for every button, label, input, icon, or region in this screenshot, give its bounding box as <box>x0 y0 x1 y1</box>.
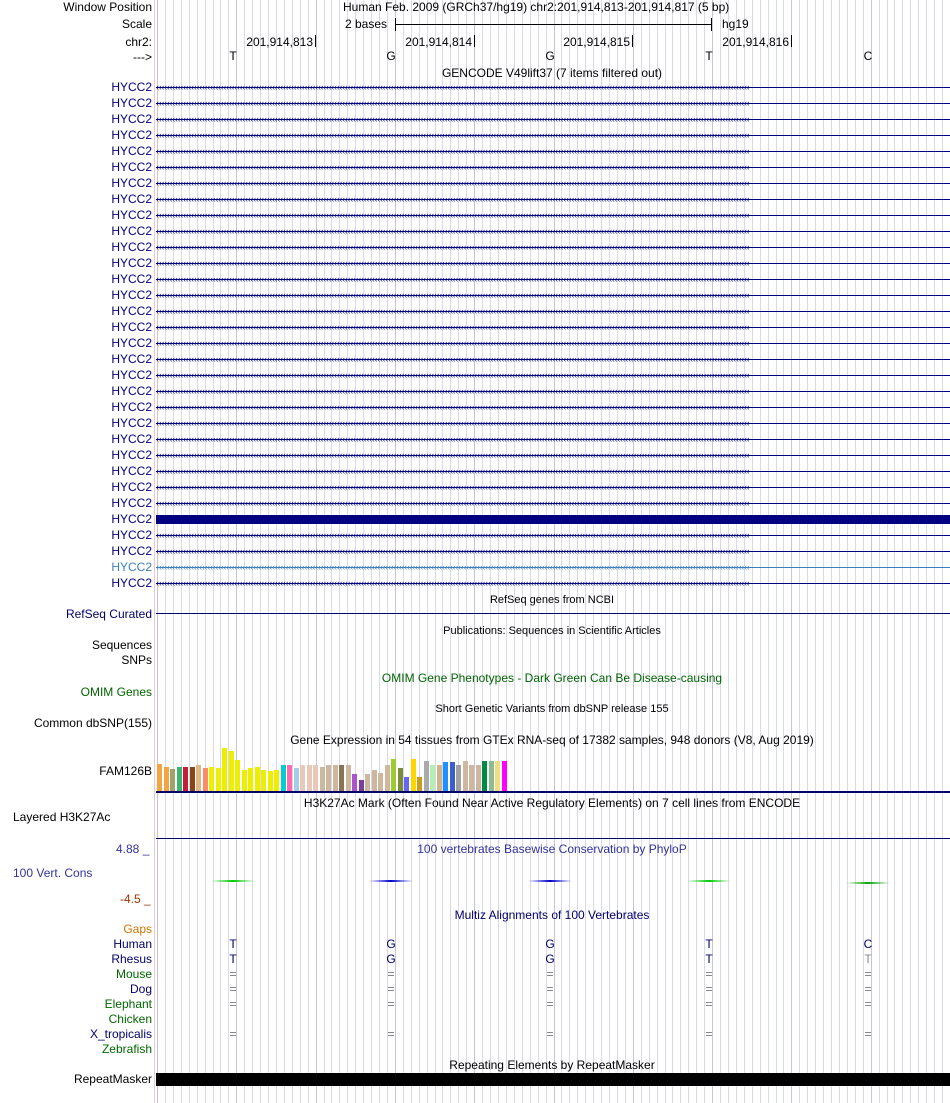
scale-db: hg19 <box>722 17 749 31</box>
gencode-gene-label[interactable]: HYCC2 <box>111 384 152 398</box>
gtex-tissue-bar[interactable] <box>391 759 396 791</box>
gencode-gene-label[interactable]: HYCC2 <box>111 240 152 254</box>
gtex-tissue-bar[interactable] <box>307 765 312 791</box>
gtex-tissue-bar[interactable] <box>430 765 435 791</box>
gencode-transcript[interactable] <box>156 211 950 220</box>
alignment-base: = <box>705 997 713 1011</box>
h3k27ac-title: H3K27Ac Mark (Often Found Near Active Regulatory Elements) on 7 cell lines from ENCODE <box>303 796 801 810</box>
gtex-tissue-bar[interactable] <box>352 774 357 791</box>
gtex-tissue-bar[interactable] <box>346 765 351 791</box>
publications-title: Publications: Sequences in Scientific Articles <box>443 625 661 637</box>
gtex-tissue-bar[interactable] <box>196 765 201 791</box>
chrom-label: chr2: <box>125 35 152 49</box>
alignment-base: G <box>545 937 555 951</box>
gencode-gene-label[interactable]: HYCC2 <box>111 80 152 94</box>
gencode-gene-label[interactable]: HYCC2 <box>111 432 152 446</box>
strand-arrows-icon: ‹‹‹‹‹‹‹‹‹‹‹‹‹‹‹‹‹‹‹‹‹‹‹‹‹‹‹‹‹‹‹‹‹‹‹‹‹‹‹‹‹‹‹‹‹‹‹‹‹‹‹‹‹‹‹‹‹‹‹‹‹‹‹‹‹‹‹‹‹‹‹‹‹‹‹‹‹‹‹‹‹‹‹‹‹‹‹‹‹‹‹‹‹‹‹‹‹‹‹‹‹‹‹‹‹‹‹‹‹‹‹‹‹‹‹‹‹‹‹‹‹‹‹‹‹‹‹‹‹‹‹‹‹‹‹‹‹‹‹‹‹‹‹‹‹‹‹‹‹‹‹‹‹‹‹‹‹‹‹‹‹‹‹‹‹‹‹‹‹‹‹‹‹‹‹‹‹‹‹‹‹‹‹‹‹‹‹‹‹‹‹‹‹‹‹‹‹‹‹‹‹‹‹‹‹‹‹‹‹‹‹‹‹‹‹‹‹‹‹‹ <box>156 531 750 540</box>
gencode-gene-label[interactable]: HYCC2 <box>111 144 152 158</box>
gtex-tissue-bar[interactable] <box>157 764 162 791</box>
alignment-base: = <box>546 997 554 1011</box>
gencode-gene-label[interactable]: HYCC2 <box>111 128 152 142</box>
coordinate-label: 201,914,816 <box>722 35 789 49</box>
gencode-transcript[interactable] <box>156 387 950 396</box>
gencode-gene-label[interactable]: HYCC2 <box>111 336 152 350</box>
gtex-tissue-bar[interactable] <box>261 770 266 791</box>
label-divider <box>154 0 155 1103</box>
strand-arrows-icon: ‹‹‹‹‹‹‹‹‹‹‹‹‹‹‹‹‹‹‹‹‹‹‹‹‹‹‹‹‹‹‹‹‹‹‹‹‹‹‹‹‹‹‹‹‹‹‹‹‹‹‹‹‹‹‹‹‹‹‹‹‹‹‹‹‹‹‹‹‹‹‹‹‹‹‹‹‹‹‹‹‹‹‹‹‹‹‹‹‹‹‹‹‹‹‹‹‹‹‹‹‹‹‹‹‹‹‹‹‹‹‹‹‹‹‹‹‹‹‹‹‹‹‹‹‹‹‹‹‹‹‹‹‹‹‹‹‹‹‹‹‹‹‹‹‹‹‹‹‹‹‹‹‹‹‹‹‹‹‹‹‹‹‹‹‹‹‹‹‹‹‹‹‹‹‹‹‹‹‹‹‹‹‹‹‹‹‹‹‹‹‹‹‹‹‹‹‹‹‹‹‹‹‹‹‹‹‹‹‹‹‹‹‹‹‹‹‹‹‹‹ <box>156 195 750 204</box>
species-label[interactable]: Elephant <box>104 997 152 1011</box>
gtex-baseline <box>156 791 950 793</box>
gencode-gene-label[interactable]: HYCC2 <box>111 544 152 558</box>
scale-text: 2 bases <box>345 17 388 31</box>
conservation-score-mark <box>211 880 255 882</box>
species-label[interactable]: Chicken <box>108 1012 152 1026</box>
gtex-tissue-bar[interactable] <box>456 765 461 791</box>
alignment-base: = <box>229 997 237 1011</box>
strand-arrows-icon: ‹‹‹‹‹‹‹‹‹‹‹‹‹‹‹‹‹‹‹‹‹‹‹‹‹‹‹‹‹‹‹‹‹‹‹‹‹‹‹‹‹‹‹‹‹‹‹‹‹‹‹‹‹‹‹‹‹‹‹‹‹‹‹‹‹‹‹‹‹‹‹‹‹‹‹‹‹‹‹‹‹‹‹‹‹‹‹‹‹‹‹‹‹‹‹‹‹‹‹‹‹‹‹‹‹‹‹‹‹‹‹‹‹‹‹‹‹‹‹‹‹‹‹‹‹‹‹‹‹‹‹‹‹‹‹‹‹‹‹‹‹‹‹‹‹‹‹‹‹‹‹‹‹‹‹‹‹‹‹‹‹‹‹‹‹‹‹‹‹‹‹‹‹‹‹‹‹‹‹‹‹‹‹‹‹‹‹‹‹‹‹‹‹‹‹‹‹‹‹‹‹‹‹‹‹‹‹‹‹‹‹‹‹‹‹‹‹‹‹‹ <box>156 259 750 268</box>
gencode-transcript[interactable] <box>156 435 950 444</box>
gtex-tissue-bar[interactable] <box>274 770 279 791</box>
gtex-tissue-bar[interactable] <box>281 765 286 791</box>
alignment-base: = <box>229 1027 237 1041</box>
species-label[interactable]: X_tropicalis <box>89 1027 152 1041</box>
gencode-transcript[interactable] <box>156 243 950 252</box>
gtex-tissue-bar[interactable] <box>313 765 318 791</box>
window-position-text: Human Feb. 2009 (GRCh37/hg19) chr2:201,914,813-201,914,817 (5 bp) <box>343 0 730 14</box>
gtex-tissue-bar[interactable] <box>164 767 169 791</box>
alignment-base: = <box>864 1027 872 1041</box>
publications-label-sequences[interactable]: Sequences <box>91 638 152 652</box>
gtex-tissue-bar[interactable] <box>339 765 344 791</box>
gtex-tissue-bar[interactable] <box>443 762 448 791</box>
dbsnp-label[interactable]: Common dbSNP(155) <box>33 716 152 730</box>
strand-arrows-icon: ‹‹‹‹‹‹‹‹‹‹‹‹‹‹‹‹‹‹‹‹‹‹‹‹‹‹‹‹‹‹‹‹‹‹‹‹‹‹‹‹‹‹‹‹‹‹‹‹‹‹‹‹‹‹‹‹‹‹‹‹‹‹‹‹‹‹‹‹‹‹‹‹‹‹‹‹‹‹‹‹‹‹‹‹‹‹‹‹‹‹‹‹‹‹‹‹‹‹‹‹‹‹‹‹‹‹‹‹‹‹‹‹‹‹‹‹‹‹‹‹‹‹‹‹‹‹‹‹‹‹‹‹‹‹‹‹‹‹‹‹‹‹‹‹‹‹‹‹‹‹‹‹‹‹‹‹‹‹‹‹‹‹‹‹‹‹‹‹‹‹‹‹‹‹‹‹‹‹‹‹‹‹‹‹‹‹‹‹‹‹‹‹‹‹‹‹‹‹‹‹‹‹‹‹‹‹‹‹‹‹‹‹‹‹‹‹‹‹‹‹ <box>156 291 750 300</box>
strand-arrows-icon: ‹‹‹‹‹‹‹‹‹‹‹‹‹‹‹‹‹‹‹‹‹‹‹‹‹‹‹‹‹‹‹‹‹‹‹‹‹‹‹‹‹‹‹‹‹‹‹‹‹‹‹‹‹‹‹‹‹‹‹‹‹‹‹‹‹‹‹‹‹‹‹‹‹‹‹‹‹‹‹‹‹‹‹‹‹‹‹‹‹‹‹‹‹‹‹‹‹‹‹‹‹‹‹‹‹‹‹‹‹‹‹‹‹‹‹‹‹‹‹‹‹‹‹‹‹‹‹‹‹‹‹‹‹‹‹‹‹‹‹‹‹‹‹‹‹‹‹‹‹‹‹‹‹‹‹‹‹‹‹‹‹‹‹‹‹‹‹‹‹‹‹‹‹‹‹‹‹‹‹‹‹‹‹‹‹‹‹‹‹‹‹‹‹‹‹‹‹‹‹‹‹‹‹‹‹‹‹‹‹‹‹‹‹‹‹‹‹‹‹‹ <box>156 499 750 508</box>
gtex-tissue-bar[interactable] <box>183 767 188 791</box>
gtex-tissue-bar[interactable] <box>287 765 292 791</box>
gtex-tissue-bar[interactable] <box>482 761 487 791</box>
gencode-transcript[interactable] <box>156 563 950 572</box>
strand-arrows-icon: ‹‹‹‹‹‹‹‹‹‹‹‹‹‹‹‹‹‹‹‹‹‹‹‹‹‹‹‹‹‹‹‹‹‹‹‹‹‹‹‹‹‹‹‹‹‹‹‹‹‹‹‹‹‹‹‹‹‹‹‹‹‹‹‹‹‹‹‹‹‹‹‹‹‹‹‹‹‹‹‹‹‹‹‹‹‹‹‹‹‹‹‹‹‹‹‹‹‹‹‹‹‹‹‹‹‹‹‹‹‹‹‹‹‹‹‹‹‹‹‹‹‹‹‹‹‹‹‹‹‹‹‹‹‹‹‹‹‹‹‹‹‹‹‹‹‹‹‹‹‹‹‹‹‹‹‹‹‹‹‹‹‹‹‹‹‹‹‹‹‹‹‹‹‹‹‹‹‹‹‹‹‹‹‹‹‹‹‹‹‹‹‹‹‹‹‹‹‹‹‹‹‹‹‹‹‹‹‹‹‹‹‹‹‹‹‹‹‹‹‹ <box>156 371 750 380</box>
dbsnp-title: Short Genetic Variants from dbSNP release 155 <box>435 703 669 715</box>
gtex-tissue-bar[interactable] <box>326 765 331 791</box>
gencode-transcript[interactable] <box>156 227 950 236</box>
alignment-base: = <box>864 982 872 996</box>
alignment-base: T <box>864 952 872 966</box>
strand-arrows-icon: ‹‹‹‹‹‹‹‹‹‹‹‹‹‹‹‹‹‹‹‹‹‹‹‹‹‹‹‹‹‹‹‹‹‹‹‹‹‹‹‹‹‹‹‹‹‹‹‹‹‹‹‹‹‹‹‹‹‹‹‹‹‹‹‹‹‹‹‹‹‹‹‹‹‹‹‹‹‹‹‹‹‹‹‹‹‹‹‹‹‹‹‹‹‹‹‹‹‹‹‹‹‹‹‹‹‹‹‹‹‹‹‹‹‹‹‹‹‹‹‹‹‹‹‹‹‹‹‹‹‹‹‹‹‹‹‹‹‹‹‹‹‹‹‹‹‹‹‹‹‹‹‹‹‹‹‹‹‹‹‹‹‹‹‹‹‹‹‹‹‹‹‹‹‹‹‹‹‹‹‹‹‹‹‹‹‹‹‹‹‹‹‹‹‹‹‹‹‹‹‹‹‹‹‹‹‹‹‹‹‹‹‹‹‹‹‹‹‹‹‹ <box>156 403 750 412</box>
gencode-transcript[interactable] <box>156 323 950 332</box>
gencode-transcript[interactable] <box>156 163 950 172</box>
alignment-base: T <box>229 952 237 966</box>
alignment-base: = <box>546 1027 554 1041</box>
gencode-gene-label[interactable]: HYCC2 <box>111 96 152 110</box>
conservation-score-mark <box>369 880 413 882</box>
gencode-gene-label[interactable]: HYCC2 <box>111 464 152 478</box>
coordinate-tick <box>474 35 475 47</box>
strand-arrows-icon: ‹‹‹‹‹‹‹‹‹‹‹‹‹‹‹‹‹‹‹‹‹‹‹‹‹‹‹‹‹‹‹‹‹‹‹‹‹‹‹‹‹‹‹‹‹‹‹‹‹‹‹‹‹‹‹‹‹‹‹‹‹‹‹‹‹‹‹‹‹‹‹‹‹‹‹‹‹‹‹‹‹‹‹‹‹‹‹‹‹‹‹‹‹‹‹‹‹‹‹‹‹‹‹‹‹‹‹‹‹‹‹‹‹‹‹‹‹‹‹‹‹‹‹‹‹‹‹‹‹‹‹‹‹‹‹‹‹‹‹‹‹‹‹‹‹‹‹‹‹‹‹‹‹‹‹‹‹‹‹‹‹‹‹‹‹‹‹‹‹‹‹‹‹‹‹‹‹‹‹‹‹‹‹‹‹‹‹‹‹‹‹‹‹‹‹‹‹‹‹‹‹‹‹‹‹‹‹‹‹‹‹‹‹‹‹‹‹‹‹‹ <box>156 419 750 428</box>
gencode-transcript[interactable] <box>156 147 950 156</box>
strand-arrows-icon: ‹‹‹‹‹‹‹‹‹‹‹‹‹‹‹‹‹‹‹‹‹‹‹‹‹‹‹‹‹‹‹‹‹‹‹‹‹‹‹‹‹‹‹‹‹‹‹‹‹‹‹‹‹‹‹‹‹‹‹‹‹‹‹‹‹‹‹‹‹‹‹‹‹‹‹‹‹‹‹‹‹‹‹‹‹‹‹‹‹‹‹‹‹‹‹‹‹‹‹‹‹‹‹‹‹‹‹‹‹‹‹‹‹‹‹‹‹‹‹‹‹‹‹‹‹‹‹‹‹‹‹‹‹‹‹‹‹‹‹‹‹‹‹‹‹‹‹‹‹‹‹‹‹‹‹‹‹‹‹‹‹‹‹‹‹‹‹‹‹‹‹‹‹‹‹‹‹‹‹‹‹‹‹‹‹‹‹‹‹‹‹‹‹‹‹‹‹‹‹‹‹‹‹‹‹‹‹‹‹‹‹‹‹‹‹‹‹‹‹‹ <box>156 275 750 284</box>
strand-arrows-icon: ‹‹‹‹‹‹‹‹‹‹‹‹‹‹‹‹‹‹‹‹‹‹‹‹‹‹‹‹‹‹‹‹‹‹‹‹‹‹‹‹‹‹‹‹‹‹‹‹‹‹‹‹‹‹‹‹‹‹‹‹‹‹‹‹‹‹‹‹‹‹‹‹‹‹‹‹‹‹‹‹‹‹‹‹‹‹‹‹‹‹‹‹‹‹‹‹‹‹‹‹‹‹‹‹‹‹‹‹‹‹‹‹‹‹‹‹‹‹‹‹‹‹‹‹‹‹‹‹‹‹‹‹‹‹‹‹‹‹‹‹‹‹‹‹‹‹‹‹‹‹‹‹‹‹‹‹‹‹‹‹‹‹‹‹‹‹‹‹‹‹‹‹‹‹‹‹‹‹‹‹‹‹‹‹‹‹‹‹‹‹‹‹‹‹‹‹‹‹‹‹‹‹‹‹‹‹‹‹‹‹‹‹‹‹‹‹‹‹‹‹ <box>156 115 750 124</box>
gencode-gene-label[interactable]: HYCC2 <box>111 480 152 494</box>
gencode-transcript[interactable] <box>156 547 950 556</box>
species-label[interactable]: Zebrafish <box>101 1042 152 1056</box>
strand-arrows-icon: ‹‹‹‹‹‹‹‹‹‹‹‹‹‹‹‹‹‹‹‹‹‹‹‹‹‹‹‹‹‹‹‹‹‹‹‹‹‹‹‹‹‹‹‹‹‹‹‹‹‹‹‹‹‹‹‹‹‹‹‹‹‹‹‹‹‹‹‹‹‹‹‹‹‹‹‹‹‹‹‹‹‹‹‹‹‹‹‹‹‹‹‹‹‹‹‹‹‹‹‹‹‹‹‹‹‹‹‹‹‹‹‹‹‹‹‹‹‹‹‹‹‹‹‹‹‹‹‹‹‹‹‹‹‹‹‹‹‹‹‹‹‹‹‹‹‹‹‹‹‹‹‹‹‹‹‹‹‹‹‹‹‹‹‹‹‹‹‹‹‹‹‹‹‹‹‹‹‹‹‹‹‹‹‹‹‹‹‹‹‹‹‹‹‹‹‹‹‹‹‹‹‹‹‹‹‹‹‹‹‹‹‹‹‹‹‹‹‹‹‹ <box>156 131 750 140</box>
alignment-base: = <box>387 967 395 981</box>
gtex-tissue-bar[interactable] <box>378 773 383 791</box>
species-label[interactable]: Rhesus <box>111 952 152 966</box>
reference-base: T <box>229 49 237 63</box>
gtex-tissue-bar[interactable] <box>203 768 208 791</box>
gtex-tissue-bar[interactable] <box>229 751 234 791</box>
gencode-transcript[interactable] <box>156 579 950 588</box>
gencode-gene-label[interactable]: HYCC2 <box>111 496 152 510</box>
gencode-transcript[interactable] <box>156 131 950 140</box>
gencode-gene-label[interactable]: HYCC2 <box>111 416 152 430</box>
alignment-base: C <box>863 937 873 951</box>
conservation-title: 100 vertebrates Basewise Conservation by PhyloP <box>417 842 687 856</box>
alignment-base: = <box>705 1027 713 1041</box>
gencode-transcript[interactable] <box>156 531 950 540</box>
coordinate-label: 201,914,814 <box>405 35 472 49</box>
coordinate-label: 201,914,813 <box>246 35 313 49</box>
gencode-transcript[interactable] <box>156 291 950 300</box>
gtex-tissue-bar[interactable] <box>424 761 429 791</box>
gtex-tissue-bar[interactable] <box>235 760 240 791</box>
strand-arrows-icon: ‹‹‹‹‹‹‹‹‹‹‹‹‹‹‹‹‹‹‹‹‹‹‹‹‹‹‹‹‹‹‹‹‹‹‹‹‹‹‹‹‹‹‹‹‹‹‹‹‹‹‹‹‹‹‹‹‹‹‹‹‹‹‹‹‹‹‹‹‹‹‹‹‹‹‹‹‹‹‹‹‹‹‹‹‹‹‹‹‹‹‹‹‹‹‹‹‹‹‹‹‹‹‹‹‹‹‹‹‹‹‹‹‹‹‹‹‹‹‹‹‹‹‹‹‹‹‹‹‹‹‹‹‹‹‹‹‹‹‹‹‹‹‹‹‹‹‹‹‹‹‹‹‹‹‹‹‹‹‹‹‹‹‹‹‹‹‹‹‹‹‹‹‹‹‹‹‹‹‹‹‹‹‹‹‹‹‹‹‹‹‹‹‹‹‹‹‹‹‹‹‹‹‹‹‹‹‹‹‹‹‹‹‹‹‹‹‹‹‹‹ <box>156 211 750 220</box>
gtex-tissue-bar[interactable] <box>502 761 507 791</box>
scale-bar <box>395 24 712 25</box>
gtex-bar-chart[interactable] <box>156 747 950 791</box>
gencode-transcript[interactable] <box>156 355 950 364</box>
gencode-transcript[interactable] <box>156 83 950 92</box>
alignment-base: T <box>229 937 237 951</box>
scale-bar-left-end <box>395 18 396 31</box>
strand-arrows-icon: ‹‹‹‹‹‹‹‹‹‹‹‹‹‹‹‹‹‹‹‹‹‹‹‹‹‹‹‹‹‹‹‹‹‹‹‹‹‹‹‹‹‹‹‹‹‹‹‹‹‹‹‹‹‹‹‹‹‹‹‹‹‹‹‹‹‹‹‹‹‹‹‹‹‹‹‹‹‹‹‹‹‹‹‹‹‹‹‹‹‹‹‹‹‹‹‹‹‹‹‹‹‹‹‹‹‹‹‹‹‹‹‹‹‹‹‹‹‹‹‹‹‹‹‹‹‹‹‹‹‹‹‹‹‹‹‹‹‹‹‹‹‹‹‹‹‹‹‹‹‹‹‹‹‹‹‹‹‹‹‹‹‹‹‹‹‹‹‹‹‹‹‹‹‹‹‹‹‹‹‹‹‹‹‹‹‹‹‹‹‹‹‹‹‹‹‹‹‹‹‹‹‹‹‹‹‹‹‹‹‹‹‹‹‹‹‹‹‹‹‹ <box>156 243 750 252</box>
gencode-transcript[interactable] <box>156 515 950 524</box>
conservation-score-mark <box>687 880 731 882</box>
multiz-title: Multiz Alignments of 100 Vertebrates <box>454 908 650 922</box>
gencode-transcript[interactable] <box>156 275 950 284</box>
strand-arrows-icon: ‹‹‹‹‹‹‹‹‹‹‹‹‹‹‹‹‹‹‹‹‹‹‹‹‹‹‹‹‹‹‹‹‹‹‹‹‹‹‹‹‹‹‹‹‹‹‹‹‹‹‹‹‹‹‹‹‹‹‹‹‹‹‹‹‹‹‹‹‹‹‹‹‹‹‹‹‹‹‹‹‹‹‹‹‹‹‹‹‹‹‹‹‹‹‹‹‹‹‹‹‹‹‹‹‹‹‹‹‹‹‹‹‹‹‹‹‹‹‹‹‹‹‹‹‹‹‹‹‹‹‹‹‹‹‹‹‹‹‹‹‹‹‹‹‹‹‹‹‹‹‹‹‹‹‹‹‹‹‹‹‹‹‹‹‹‹‹‹‹‹‹‹‹‹‹‹‹‹‹‹‹‹‹‹‹‹‹‹‹‹‹‹‹‹‹‹‹‹‹‹‹‹‹‹‹‹‹‹‹‹‹‹‹‹‹‹‹‹‹‹ <box>156 307 750 316</box>
alignment-base: = <box>546 982 554 996</box>
gencode-transcript[interactable] <box>156 403 950 412</box>
scale-bar-right-end <box>711 18 712 31</box>
strand-arrows-icon: ‹‹‹‹‹‹‹‹‹‹‹‹‹‹‹‹‹‹‹‹‹‹‹‹‹‹‹‹‹‹‹‹‹‹‹‹‹‹‹‹‹‹‹‹‹‹‹‹‹‹‹‹‹‹‹‹‹‹‹‹‹‹‹‹‹‹‹‹‹‹‹‹‹‹‹‹‹‹‹‹‹‹‹‹‹‹‹‹‹‹‹‹‹‹‹‹‹‹‹‹‹‹‹‹‹‹‹‹‹‹‹‹‹‹‹‹‹‹‹‹‹‹‹‹‹‹‹‹‹‹‹‹‹‹‹‹‹‹‹‹‹‹‹‹‹‹‹‹‹‹‹‹‹‹‹‹‹‹‹‹‹‹‹‹‹‹‹‹‹‹‹‹‹‹‹‹‹‹‹‹‹‹‹‹‹‹‹‹‹‹‹‹‹‹‹‹‹‹‹‹‹‹‹‹‹‹‹‹‹‹‹‹‹‹‹‹‹‹‹‹ <box>156 179 750 188</box>
repeatmasker-block[interactable] <box>156 1073 950 1086</box>
reference-base: C <box>863 49 873 63</box>
gencode-transcript[interactable] <box>156 259 950 268</box>
refseq-label[interactable]: RefSeq Curated <box>65 607 152 621</box>
gencode-title: GENCODE V49lift37 (7 items filtered out) <box>441 66 663 80</box>
gtex-tissue-bar[interactable] <box>489 761 494 791</box>
refseq-line <box>156 613 950 614</box>
strand-arrows-icon: ‹‹‹‹‹‹‹‹‹‹‹‹‹‹‹‹‹‹‹‹‹‹‹‹‹‹‹‹‹‹‹‹‹‹‹‹‹‹‹‹‹‹‹‹‹‹‹‹‹‹‹‹‹‹‹‹‹‹‹‹‹‹‹‹‹‹‹‹‹‹‹‹‹‹‹‹‹‹‹‹‹‹‹‹‹‹‹‹‹‹‹‹‹‹‹‹‹‹‹‹‹‹‹‹‹‹‹‹‹‹‹‹‹‹‹‹‹‹‹‹‹‹‹‹‹‹‹‹‹‹‹‹‹‹‹‹‹‹‹‹‹‹‹‹‹‹‹‹‹‹‹‹‹‹‹‹‹‹‹‹‹‹‹‹‹‹‹‹‹‹‹‹‹‹‹‹‹‹‹‹‹‹‹‹‹‹‹‹‹‹‹‹‹‹‹‹‹‹‹‹‹‹‹‹‹‹‹‹‹‹‹‹‹‹‹‹‹‹‹‹ <box>156 147 750 156</box>
gtex-tissue-bar[interactable] <box>411 759 416 791</box>
omim-title: OMIM Gene Phenotypes - Dark Green Can Be Disease-causing <box>381 671 723 685</box>
gaps-label[interactable]: Gaps <box>123 922 152 936</box>
alignment-base: = <box>546 967 554 981</box>
strand-arrows-icon: ‹‹‹‹‹‹‹‹‹‹‹‹‹‹‹‹‹‹‹‹‹‹‹‹‹‹‹‹‹‹‹‹‹‹‹‹‹‹‹‹‹‹‹‹‹‹‹‹‹‹‹‹‹‹‹‹‹‹‹‹‹‹‹‹‹‹‹‹‹‹‹‹‹‹‹‹‹‹‹‹‹‹‹‹‹‹‹‹‹‹‹‹‹‹‹‹‹‹‹‹‹‹‹‹‹‹‹‹‹‹‹‹‹‹‹‹‹‹‹‹‹‹‹‹‹‹‹‹‹‹‹‹‹‹‹‹‹‹‹‹‹‹‹‹‹‹‹‹‹‹‹‹‹‹‹‹‹‹‹‹‹‹‹‹‹‹‹‹‹‹‹‹‹‹‹‹‹‹‹‹‹‹‹‹‹‹‹‹‹‹‹‹‹‹‹‹‹‹‹‹‹‹‹‹‹‹‹‹‹‹‹‹‹‹‹‹‹‹‹‹ <box>156 483 750 492</box>
gtex-tissue-bar[interactable] <box>333 765 338 791</box>
gtex-tissue-bar[interactable] <box>495 761 500 791</box>
coordinate-tick <box>791 35 792 47</box>
strand-arrows-icon: ‹‹‹‹‹‹‹‹‹‹‹‹‹‹‹‹‹‹‹‹‹‹‹‹‹‹‹‹‹‹‹‹‹‹‹‹‹‹‹‹‹‹‹‹‹‹‹‹‹‹‹‹‹‹‹‹‹‹‹‹‹‹‹‹‹‹‹‹‹‹‹‹‹‹‹‹‹‹‹‹‹‹‹‹‹‹‹‹‹‹‹‹‹‹‹‹‹‹‹‹‹‹‹‹‹‹‹‹‹‹‹‹‹‹‹‹‹‹‹‹‹‹‹‹‹‹‹‹‹‹‹‹‹‹‹‹‹‹‹‹‹‹‹‹‹‹‹‹‹‹‹‹‹‹‹‹‹‹‹‹‹‹‹‹‹‹‹‹‹‹‹‹‹‹‹‹‹‹‹‹‹‹‹‹‹‹‹‹‹‹‹‹‹‹‹‹‹‹‹‹‹‹‹‹‹‹‹‹‹‹‹‹‹‹‹‹‹‹‹‹ <box>156 451 750 460</box>
conservation-score-mark <box>528 880 572 882</box>
gtex-tissue-bar[interactable] <box>216 768 221 791</box>
gencode-transcript[interactable] <box>156 115 950 124</box>
conservation-max-label: 4.88 _ <box>116 842 150 856</box>
gencode-gene-label[interactable]: HYCC2 <box>111 368 152 382</box>
species-label[interactable]: Human <box>113 937 152 951</box>
gencode-transcript[interactable] <box>156 99 950 108</box>
gencode-gene-label[interactable]: HYCC2 <box>111 576 152 590</box>
gencode-gene-label[interactable]: HYCC2 <box>111 176 152 190</box>
conservation-score-mark <box>846 882 890 884</box>
gencode-gene-label[interactable]: HYCC2 <box>111 192 152 206</box>
gencode-gene-label[interactable]: HYCC2 <box>111 352 152 366</box>
strand-arrows-icon: ‹‹‹‹‹‹‹‹‹‹‹‹‹‹‹‹‹‹‹‹‹‹‹‹‹‹‹‹‹‹‹‹‹‹‹‹‹‹‹‹‹‹‹‹‹‹‹‹‹‹‹‹‹‹‹‹‹‹‹‹‹‹‹‹‹‹‹‹‹‹‹‹‹‹‹‹‹‹‹‹‹‹‹‹‹‹‹‹‹‹‹‹‹‹‹‹‹‹‹‹‹‹‹‹‹‹‹‹‹‹‹‹‹‹‹‹‹‹‹‹‹‹‹‹‹‹‹‹‹‹‹‹‹‹‹‹‹‹‹‹‹‹‹‹‹‹‹‹‹‹‹‹‹‹‹‹‹‹‹‹‹‹‹‹‹‹‹‹‹‹‹‹‹‹‹‹‹‹‹‹‹‹‹‹‹‹‹‹‹‹‹‹‹‹‹‹‹‹‹‹‹‹‹‹‹‹‹‹‹‹‹‹‹‹‹‹‹‹‹‹ <box>156 563 750 572</box>
gtex-tissue-bar[interactable] <box>294 768 299 791</box>
gtex-tissue-bar[interactable] <box>450 762 455 791</box>
repeatmasker-label[interactable]: RepeatMasker <box>73 1072 152 1086</box>
gtex-tissue-bar[interactable] <box>190 767 195 791</box>
gtex-tissue-bar[interactable] <box>372 770 377 791</box>
alignment-base: = <box>387 1027 395 1041</box>
gencode-gene-label[interactable]: HYCC2 <box>111 400 152 414</box>
gencode-gene-label[interactable]: HYCC2 <box>111 288 152 302</box>
strand-arrows-icon: ‹‹‹‹‹‹‹‹‹‹‹‹‹‹‹‹‹‹‹‹‹‹‹‹‹‹‹‹‹‹‹‹‹‹‹‹‹‹‹‹‹‹‹‹‹‹‹‹‹‹‹‹‹‹‹‹‹‹‹‹‹‹‹‹‹‹‹‹‹‹‹‹‹‹‹‹‹‹‹‹‹‹‹‹‹‹‹‹‹‹‹‹‹‹‹‹‹‹‹‹‹‹‹‹‹‹‹‹‹‹‹‹‹‹‹‹‹‹‹‹‹‹‹‹‹‹‹‹‹‹‹‹‹‹‹‹‹‹‹‹‹‹‹‹‹‹‹‹‹‹‹‹‹‹‹‹‹‹‹‹‹‹‹‹‹‹‹‹‹‹‹‹‹‹‹‹‹‹‹‹‹‹‹‹‹‹‹‹‹‹‹‹‹‹‹‹‹‹‹‹‹‹‹‹‹‹‹‹‹‹‹‹‹‹‹‹‹‹‹‹ <box>156 83 750 92</box>
gencode-transcript[interactable] <box>156 499 950 508</box>
omim-label[interactable]: OMIM Genes <box>80 685 152 699</box>
alignment-base: = <box>864 997 872 1011</box>
gtex-tissue-bar[interactable] <box>417 777 422 791</box>
alignment-base: = <box>705 982 713 996</box>
strand-arrows-icon: ‹‹‹‹‹‹‹‹‹‹‹‹‹‹‹‹‹‹‹‹‹‹‹‹‹‹‹‹‹‹‹‹‹‹‹‹‹‹‹‹‹‹‹‹‹‹‹‹‹‹‹‹‹‹‹‹‹‹‹‹‹‹‹‹‹‹‹‹‹‹‹‹‹‹‹‹‹‹‹‹‹‹‹‹‹‹‹‹‹‹‹‹‹‹‹‹‹‹‹‹‹‹‹‹‹‹‹‹‹‹‹‹‹‹‹‹‹‹‹‹‹‹‹‹‹‹‹‹‹‹‹‹‹‹‹‹‹‹‹‹‹‹‹‹‹‹‹‹‹‹‹‹‹‹‹‹‹‹‹‹‹‹‹‹‹‹‹‹‹‹‹‹‹‹‹‹‹‹‹‹‹‹‹‹‹‹‹‹‹‹‹‹‹‹‹‹‹‹‹‹‹‹‹‹‹‹‹‹‹‹‹‹‹‹‹‹‹‹‹‹ <box>156 323 750 332</box>
gtex-tissue-bar[interactable] <box>365 774 370 791</box>
gencode-transcript[interactable] <box>156 195 950 204</box>
alignment-base: = <box>229 967 237 981</box>
exon-block <box>156 515 950 524</box>
gtex-tissue-bar[interactable] <box>300 765 305 791</box>
coordinate-tick <box>632 35 633 47</box>
gencode-gene-label[interactable]: HYCC2 <box>111 560 152 574</box>
conservation-min-label: -4.5 _ <box>120 892 151 906</box>
strand-arrows-icon: ‹‹‹‹‹‹‹‹‹‹‹‹‹‹‹‹‹‹‹‹‹‹‹‹‹‹‹‹‹‹‹‹‹‹‹‹‹‹‹‹‹‹‹‹‹‹‹‹‹‹‹‹‹‹‹‹‹‹‹‹‹‹‹‹‹‹‹‹‹‹‹‹‹‹‹‹‹‹‹‹‹‹‹‹‹‹‹‹‹‹‹‹‹‹‹‹‹‹‹‹‹‹‹‹‹‹‹‹‹‹‹‹‹‹‹‹‹‹‹‹‹‹‹‹‹‹‹‹‹‹‹‹‹‹‹‹‹‹‹‹‹‹‹‹‹‹‹‹‹‹‹‹‹‹‹‹‹‹‹‹‹‹‹‹‹‹‹‹‹‹‹‹‹‹‹‹‹‹‹‹‹‹‹‹‹‹‹‹‹‹‹‹‹‹‹‹‹‹‹‹‹‹‹‹‹‹‹‹‹‹‹‹‹‹‹‹‹‹‹‹ <box>156 163 750 172</box>
gtex-tissue-bar[interactable] <box>469 765 474 791</box>
strand-label: ---> <box>133 50 152 64</box>
alignment-base: = <box>229 982 237 996</box>
gencode-gene-label[interactable]: HYCC2 <box>111 512 152 526</box>
gtex-tissue-bar[interactable] <box>359 780 364 791</box>
gencode-gene-label[interactable]: HYCC2 <box>111 320 152 334</box>
alignment-base: T <box>705 937 713 951</box>
window-position-label: Window Position <box>63 0 152 14</box>
coordinate-label: 201,914,815 <box>563 35 630 49</box>
gtex-tissue-bar[interactable] <box>209 767 214 791</box>
gtex-tissue-bar[interactable] <box>320 767 325 791</box>
gencode-transcript[interactable] <box>156 483 950 492</box>
gtex-label[interactable]: FAM126B <box>99 764 152 778</box>
gencode-transcript[interactable] <box>156 371 950 380</box>
gtex-tissue-bar[interactable] <box>170 769 175 791</box>
alignment-base: = <box>864 967 872 981</box>
conservation-label[interactable]: 100 Vert. Cons <box>13 866 93 880</box>
reference-base: T <box>705 49 713 63</box>
gtex-tissue-bar[interactable] <box>255 767 260 791</box>
reference-base: G <box>545 49 555 63</box>
alignment-base: G <box>386 937 396 951</box>
strand-arrows-icon: ‹‹‹‹‹‹‹‹‹‹‹‹‹‹‹‹‹‹‹‹‹‹‹‹‹‹‹‹‹‹‹‹‹‹‹‹‹‹‹‹‹‹‹‹‹‹‹‹‹‹‹‹‹‹‹‹‹‹‹‹‹‹‹‹‹‹‹‹‹‹‹‹‹‹‹‹‹‹‹‹‹‹‹‹‹‹‹‹‹‹‹‹‹‹‹‹‹‹‹‹‹‹‹‹‹‹‹‹‹‹‹‹‹‹‹‹‹‹‹‹‹‹‹‹‹‹‹‹‹‹‹‹‹‹‹‹‹‹‹‹‹‹‹‹‹‹‹‹‹‹‹‹‹‹‹‹‹‹‹‹‹‹‹‹‹‹‹‹‹‹‹‹‹‹‹‹‹‹‹‹‹‹‹‹‹‹‹‹‹‹‹‹‹‹‹‹‹‹‹‹‹‹‹‹‹‹‹‹‹‹‹‹‹‹‹‹‹‹‹‹ <box>156 579 750 588</box>
strand-arrows-icon: ‹‹‹‹‹‹‹‹‹‹‹‹‹‹‹‹‹‹‹‹‹‹‹‹‹‹‹‹‹‹‹‹‹‹‹‹‹‹‹‹‹‹‹‹‹‹‹‹‹‹‹‹‹‹‹‹‹‹‹‹‹‹‹‹‹‹‹‹‹‹‹‹‹‹‹‹‹‹‹‹‹‹‹‹‹‹‹‹‹‹‹‹‹‹‹‹‹‹‹‹‹‹‹‹‹‹‹‹‹‹‹‹‹‹‹‹‹‹‹‹‹‹‹‹‹‹‹‹‹‹‹‹‹‹‹‹‹‹‹‹‹‹‹‹‹‹‹‹‹‹‹‹‹‹‹‹‹‹‹‹‹‹‹‹‹‹‹‹‹‹‹‹‹‹‹‹‹‹‹‹‹‹‹‹‹‹‹‹‹‹‹‹‹‹‹‹‹‹‹‹‹‹‹‹‹‹‹‹‹‹‹‹‹‹‹‹‹‹‹‹ <box>156 435 750 444</box>
species-label[interactable]: Dog <box>129 982 152 996</box>
strand-arrows-icon: ‹‹‹‹‹‹‹‹‹‹‹‹‹‹‹‹‹‹‹‹‹‹‹‹‹‹‹‹‹‹‹‹‹‹‹‹‹‹‹‹‹‹‹‹‹‹‹‹‹‹‹‹‹‹‹‹‹‹‹‹‹‹‹‹‹‹‹‹‹‹‹‹‹‹‹‹‹‹‹‹‹‹‹‹‹‹‹‹‹‹‹‹‹‹‹‹‹‹‹‹‹‹‹‹‹‹‹‹‹‹‹‹‹‹‹‹‹‹‹‹‹‹‹‹‹‹‹‹‹‹‹‹‹‹‹‹‹‹‹‹‹‹‹‹‹‹‹‹‹‹‹‹‹‹‹‹‹‹‹‹‹‹‹‹‹‹‹‹‹‹‹‹‹‹‹‹‹‹‹‹‹‹‹‹‹‹‹‹‹‹‹‹‹‹‹‹‹‹‹‹‹‹‹‹‹‹‹‹‹‹‹‹‹‹‹‹‹‹‹‹ <box>156 99 750 108</box>
gencode-transcript[interactable] <box>156 339 950 348</box>
gencode-transcript[interactable] <box>156 307 950 316</box>
gencode-transcript[interactable] <box>156 451 950 460</box>
gtex-tissue-bar[interactable] <box>248 768 253 791</box>
gencode-gene-label[interactable]: HYCC2 <box>111 224 152 238</box>
strand-arrows-icon: ‹‹‹‹‹‹‹‹‹‹‹‹‹‹‹‹‹‹‹‹‹‹‹‹‹‹‹‹‹‹‹‹‹‹‹‹‹‹‹‹‹‹‹‹‹‹‹‹‹‹‹‹‹‹‹‹‹‹‹‹‹‹‹‹‹‹‹‹‹‹‹‹‹‹‹‹‹‹‹‹‹‹‹‹‹‹‹‹‹‹‹‹‹‹‹‹‹‹‹‹‹‹‹‹‹‹‹‹‹‹‹‹‹‹‹‹‹‹‹‹‹‹‹‹‹‹‹‹‹‹‹‹‹‹‹‹‹‹‹‹‹‹‹‹‹‹‹‹‹‹‹‹‹‹‹‹‹‹‹‹‹‹‹‹‹‹‹‹‹‹‹‹‹‹‹‹‹‹‹‹‹‹‹‹‹‹‹‹‹‹‹‹‹‹‹‹‹‹‹‹‹‹‹‹‹‹‹‹‹‹‹‹‹‹‹‹‹‹‹‹ <box>156 387 750 396</box>
alignment-base: T <box>705 952 713 966</box>
alignment-base: G <box>545 952 555 966</box>
gencode-gene-label[interactable]: HYCC2 <box>111 304 152 318</box>
gtex-tissue-bar[interactable] <box>476 765 481 791</box>
strand-arrows-icon: ‹‹‹‹‹‹‹‹‹‹‹‹‹‹‹‹‹‹‹‹‹‹‹‹‹‹‹‹‹‹‹‹‹‹‹‹‹‹‹‹‹‹‹‹‹‹‹‹‹‹‹‹‹‹‹‹‹‹‹‹‹‹‹‹‹‹‹‹‹‹‹‹‹‹‹‹‹‹‹‹‹‹‹‹‹‹‹‹‹‹‹‹‹‹‹‹‹‹‹‹‹‹‹‹‹‹‹‹‹‹‹‹‹‹‹‹‹‹‹‹‹‹‹‹‹‹‹‹‹‹‹‹‹‹‹‹‹‹‹‹‹‹‹‹‹‹‹‹‹‹‹‹‹‹‹‹‹‹‹‹‹‹‹‹‹‹‹‹‹‹‹‹‹‹‹‹‹‹‹‹‹‹‹‹‹‹‹‹‹‹‹‹‹‹‹‹‹‹‹‹‹‹‹‹‹‹‹‹‹‹‹‹‹‹‹‹‹‹‹‹ <box>156 467 750 476</box>
h3k27ac-label[interactable]: Layered H3K27Ac <box>13 810 111 824</box>
gencode-gene-label[interactable]: HYCC2 <box>111 528 152 542</box>
strand-arrows-icon: ‹‹‹‹‹‹‹‹‹‹‹‹‹‹‹‹‹‹‹‹‹‹‹‹‹‹‹‹‹‹‹‹‹‹‹‹‹‹‹‹‹‹‹‹‹‹‹‹‹‹‹‹‹‹‹‹‹‹‹‹‹‹‹‹‹‹‹‹‹‹‹‹‹‹‹‹‹‹‹‹‹‹‹‹‹‹‹‹‹‹‹‹‹‹‹‹‹‹‹‹‹‹‹‹‹‹‹‹‹‹‹‹‹‹‹‹‹‹‹‹‹‹‹‹‹‹‹‹‹‹‹‹‹‹‹‹‹‹‹‹‹‹‹‹‹‹‹‹‹‹‹‹‹‹‹‹‹‹‹‹‹‹‹‹‹‹‹‹‹‹‹‹‹‹‹‹‹‹‹‹‹‹‹‹‹‹‹‹‹‹‹‹‹‹‹‹‹‹‹‹‹‹‹‹‹‹‹‹‹‹‹‹‹‹‹‹‹‹‹‹ <box>156 547 750 556</box>
repeatmasker-title: Repeating Elements by RepeatMasker <box>449 1058 655 1072</box>
coordinate-tick <box>315 35 316 47</box>
gtex-tissue-bar[interactable] <box>437 765 442 791</box>
gencode-gene-label[interactable]: HYCC2 <box>111 112 152 126</box>
alignment-base: = <box>387 997 395 1011</box>
gtex-tissue-bar[interactable] <box>222 748 227 791</box>
gencode-gene-label[interactable]: HYCC2 <box>111 256 152 270</box>
gtex-title: Gene Expression in 54 tissues from GTEx RNA-seq of 17382 samples, 948 donors (V8, Aug 2019) <box>290 733 814 747</box>
gtex-tissue-bar[interactable] <box>385 765 390 791</box>
alignment-base: = <box>705 967 713 981</box>
gencode-gene-label[interactable]: HYCC2 <box>111 208 152 222</box>
gtex-tissue-bar[interactable] <box>268 771 273 791</box>
reference-base: G <box>386 49 396 63</box>
gtex-tissue-bar[interactable] <box>398 768 403 791</box>
strand-arrows-icon: ‹‹‹‹‹‹‹‹‹‹‹‹‹‹‹‹‹‹‹‹‹‹‹‹‹‹‹‹‹‹‹‹‹‹‹‹‹‹‹‹‹‹‹‹‹‹‹‹‹‹‹‹‹‹‹‹‹‹‹‹‹‹‹‹‹‹‹‹‹‹‹‹‹‹‹‹‹‹‹‹‹‹‹‹‹‹‹‹‹‹‹‹‹‹‹‹‹‹‹‹‹‹‹‹‹‹‹‹‹‹‹‹‹‹‹‹‹‹‹‹‹‹‹‹‹‹‹‹‹‹‹‹‹‹‹‹‹‹‹‹‹‹‹‹‹‹‹‹‹‹‹‹‹‹‹‹‹‹‹‹‹‹‹‹‹‹‹‹‹‹‹‹‹‹‹‹‹‹‹‹‹‹‹‹‹‹‹‹‹‹‹‹‹‹‹‹‹‹‹‹‹‹‹‹‹‹‹‹‹‹‹‹‹‹‹‹‹‹‹‹ <box>156 227 750 236</box>
gencode-gene-label[interactable]: HYCC2 <box>111 160 152 174</box>
gencode-transcript[interactable] <box>156 467 950 476</box>
gtex-tissue-bar[interactable] <box>463 761 468 791</box>
gtex-tissue-bar[interactable] <box>404 777 409 791</box>
gencode-transcript[interactable] <box>156 419 950 428</box>
strand-arrows-icon: ‹‹‹‹‹‹‹‹‹‹‹‹‹‹‹‹‹‹‹‹‹‹‹‹‹‹‹‹‹‹‹‹‹‹‹‹‹‹‹‹‹‹‹‹‹‹‹‹‹‹‹‹‹‹‹‹‹‹‹‹‹‹‹‹‹‹‹‹‹‹‹‹‹‹‹‹‹‹‹‹‹‹‹‹‹‹‹‹‹‹‹‹‹‹‹‹‹‹‹‹‹‹‹‹‹‹‹‹‹‹‹‹‹‹‹‹‹‹‹‹‹‹‹‹‹‹‹‹‹‹‹‹‹‹‹‹‹‹‹‹‹‹‹‹‹‹‹‹‹‹‹‹‹‹‹‹‹‹‹‹‹‹‹‹‹‹‹‹‹‹‹‹‹‹‹‹‹‹‹‹‹‹‹‹‹‹‹‹‹‹‹‹‹‹‹‹‹‹‹‹‹‹‹‹‹‹‹‹‹‹‹‹‹‹‹‹‹‹‹‹ <box>156 339 750 348</box>
species-label[interactable]: Mouse <box>115 967 152 981</box>
publications-label-snps[interactable]: SNPs <box>121 653 152 667</box>
gtex-tissue-bar[interactable] <box>242 770 247 791</box>
scale-label: Scale <box>121 17 152 31</box>
gencode-transcript[interactable] <box>156 179 950 188</box>
refseq-title: RefSeq genes from NCBI <box>489 594 615 606</box>
gtex-tissue-bar[interactable] <box>177 767 182 791</box>
alignment-base: G <box>386 952 396 966</box>
h3k27ac-baseline <box>156 838 950 839</box>
strand-arrows-icon: ‹‹‹‹‹‹‹‹‹‹‹‹‹‹‹‹‹‹‹‹‹‹‹‹‹‹‹‹‹‹‹‹‹‹‹‹‹‹‹‹‹‹‹‹‹‹‹‹‹‹‹‹‹‹‹‹‹‹‹‹‹‹‹‹‹‹‹‹‹‹‹‹‹‹‹‹‹‹‹‹‹‹‹‹‹‹‹‹‹‹‹‹‹‹‹‹‹‹‹‹‹‹‹‹‹‹‹‹‹‹‹‹‹‹‹‹‹‹‹‹‹‹‹‹‹‹‹‹‹‹‹‹‹‹‹‹‹‹‹‹‹‹‹‹‹‹‹‹‹‹‹‹‹‹‹‹‹‹‹‹‹‹‹‹‹‹‹‹‹‹‹‹‹‹‹‹‹‹‹‹‹‹‹‹‹‹‹‹‹‹‹‹‹‹‹‹‹‹‹‹‹‹‹‹‹‹‹‹‹‹‹‹‹‹‹‹‹‹‹‹ <box>156 355 750 364</box>
gencode-gene-label[interactable]: HYCC2 <box>111 448 152 462</box>
alignment-base: = <box>387 982 395 996</box>
gencode-gene-label[interactable]: HYCC2 <box>111 272 152 286</box>
